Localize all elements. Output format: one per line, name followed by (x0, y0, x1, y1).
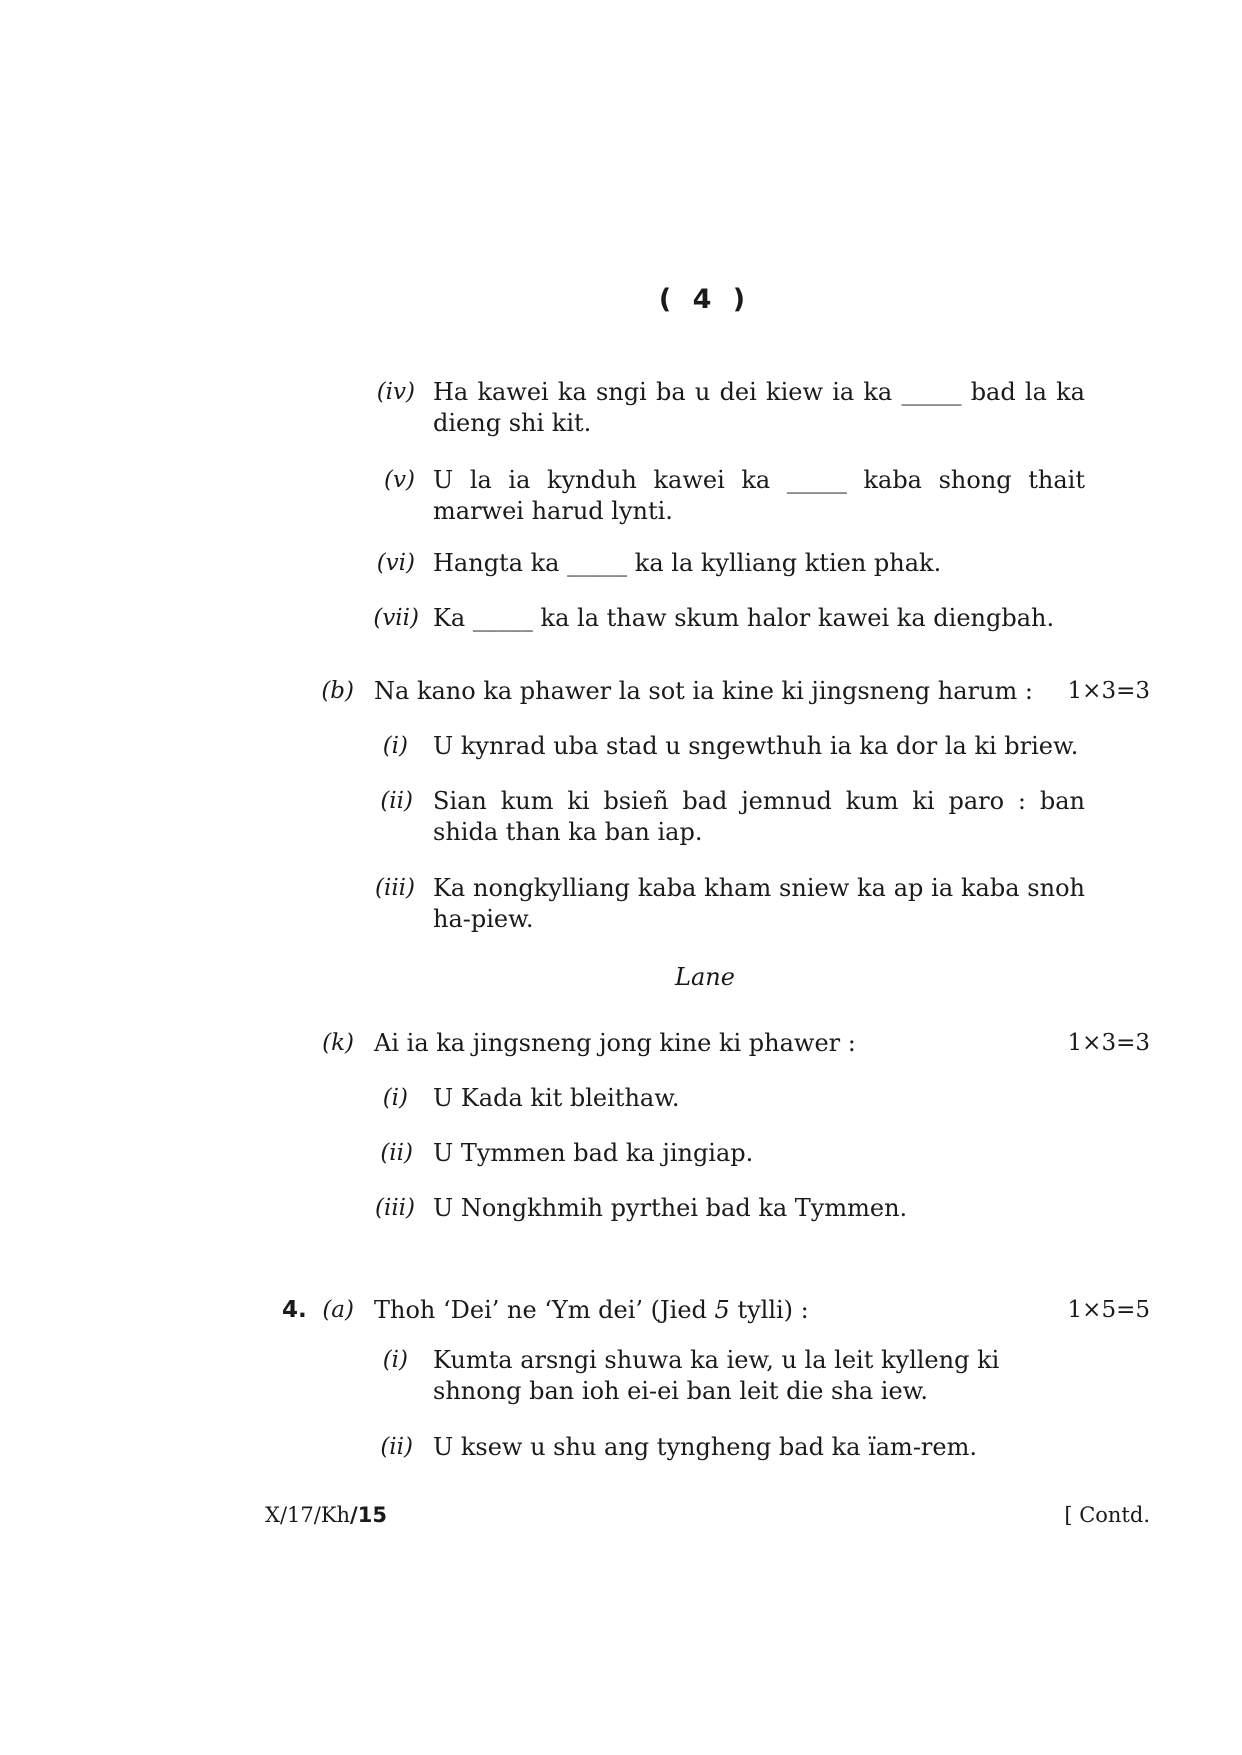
paper-code: X/17/Kh/15 (265, 1503, 387, 1527)
list-item: U Tymmen bad ka jingiap. (433, 1139, 754, 1167)
item-label: (vii) (373, 605, 419, 631)
item-label: (iii) (374, 1195, 415, 1221)
marks: 1×5=5 (1067, 1297, 1150, 1323)
fill-blank-item: Ka _____ ka la thaw skum halor kawei ka diengbah. (433, 604, 1055, 632)
continued-note: [ Contd. (1064, 1503, 1150, 1527)
question-text: Ai ia ka jingsneng jong kine ki phawer : (374, 1029, 856, 1057)
blank-line: _____ (472, 604, 533, 632)
item-label: (ii) (380, 1434, 413, 1460)
question-label: (a) (322, 1297, 354, 1323)
list-item: Ka nongkylliang kaba kham sniew ka ap ia kaba snoh ha-piew. (433, 874, 1085, 933)
list-item: U Nongkhmih pyrthei bad ka Tymmen. (433, 1194, 908, 1222)
item-label: (i) (382, 1085, 408, 1111)
list-item: U ksew u shu ang tyngheng bad ka ïam-rem. (433, 1433, 977, 1461)
blank-line: _____ (786, 466, 847, 494)
marks: 1×3=3 (1067, 678, 1150, 704)
list-item: U Kada kit bleithaw. (433, 1084, 680, 1112)
item-label: (vi) (376, 550, 415, 576)
item-label: (ii) (380, 1140, 413, 1166)
blank-line: _____ (567, 549, 628, 577)
fill-blank-item: Hangta ka _____ ka la kylliang ktien phak. (433, 549, 942, 577)
item-label: (iii) (374, 875, 415, 901)
marks: 1×3=3 (1067, 1030, 1150, 1056)
section-heading: Lane (675, 963, 735, 991)
item-label: (iv) (376, 379, 415, 405)
blank-line: _____ (901, 378, 962, 406)
item-label: (i) (382, 1347, 408, 1373)
list-item: Kumta arsngi shuwa ka iew, u la leit kylleng ki shnong ban ioh ei-ei ban leit die sha iew. (433, 1346, 1000, 1405)
list-item: Sian kum ki bsieñ bad jemnud kum ki paro : ban shida than ka ban iap. (433, 787, 1085, 846)
item-label: (v) (384, 467, 415, 493)
question-label: (b) (321, 678, 354, 704)
item-label: (i) (382, 733, 408, 759)
list-item: U kynrad uba stad u sngewthuh ia ka dor la ki briew. (433, 732, 1079, 760)
page-number: ( 4 ) (658, 284, 752, 315)
item-label: (ii) (380, 788, 413, 814)
question-label: (k) (322, 1030, 354, 1056)
question-number: 4. (282, 1297, 307, 1323)
fill-blank-item: U la ia kynduh kawei ka _____ kaba shong thait marwei harud lynti. (433, 466, 1085, 525)
question-text: Thoh ‘Dei’ ne ‘Ym dei’ (Jied 5 tylli) : (374, 1296, 809, 1324)
question-text: Na kano ka phawer la sot ia kine ki jingsneng harum : (374, 677, 1033, 705)
fill-blank-item: Ha kawei ka sngi ba u dei kiew ia ka _____ bad la ka dieng shi kit. (433, 378, 1085, 437)
